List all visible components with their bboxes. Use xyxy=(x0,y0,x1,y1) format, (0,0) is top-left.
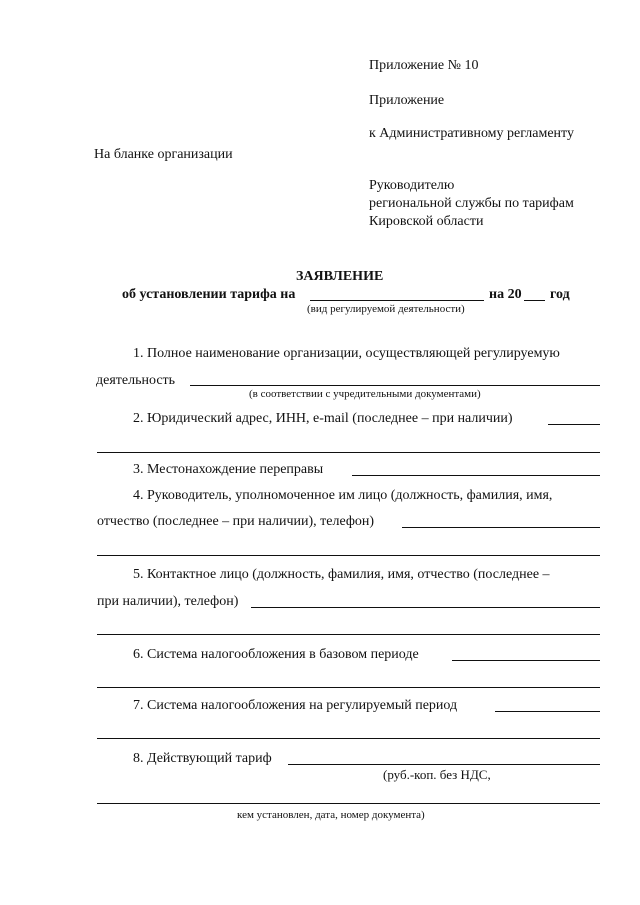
item-7-field-line xyxy=(495,711,600,712)
title-year-suffix: год xyxy=(550,287,570,302)
item-5-field-line xyxy=(251,607,600,608)
item-6-label: 6. Система налогообложения в базовом периоде xyxy=(133,647,419,662)
item-5-field-line-2 xyxy=(97,634,600,635)
item-4-line-2: отчество (последнее – при наличии), телефон) xyxy=(97,514,375,529)
item-8-field-line xyxy=(288,764,600,765)
item-8-hint-1: (руб.-коп. без НДС, xyxy=(383,767,491,782)
item-6-field-line xyxy=(452,660,600,661)
item-5-line-2: при наличии), телефон) xyxy=(97,594,239,609)
item-3-field-line xyxy=(352,475,600,476)
item-1-line-2: деятельность xyxy=(96,373,176,388)
item-4-field-line-2 xyxy=(97,555,600,556)
item-2-field-line-2 xyxy=(97,452,600,453)
item-1-hint: (в соответствии с учредительными документами) xyxy=(249,388,481,400)
item-5-line-1: 5. Контактное лицо (должность, фамилия, имя, отчество (последнее – xyxy=(133,567,550,582)
regulation-ref: к Административному регламенту xyxy=(369,126,574,141)
item-7-field-line-2 xyxy=(97,738,600,739)
letterhead-note: На бланке организации xyxy=(94,147,233,162)
item-7-label: 7. Система налогообложения на регулируемый период xyxy=(133,698,458,713)
item-1-field-line xyxy=(190,385,600,386)
appendix-label: Приложение xyxy=(369,93,445,108)
item-2-label: 2. Юридический адрес, ИНН, e-mail (последнее – при наличии) xyxy=(133,411,513,426)
year-blank-line xyxy=(524,300,545,301)
item-8-label: 8. Действующий тариф xyxy=(133,751,272,766)
item-4-field-line xyxy=(402,527,600,528)
addressee-line-1: Руководителю xyxy=(369,178,455,193)
item-8-hint-2: кем установлен, дата, номер документа) xyxy=(237,809,425,821)
item-6-field-line-2 xyxy=(97,687,600,688)
item-1-line-1: 1. Полное наименование организации, осуществляющей регулируемую xyxy=(133,346,560,361)
activity-hint: (вид регулируемой деятельности) xyxy=(307,303,465,315)
item-3-label: 3. Местонахождение переправы xyxy=(133,462,324,477)
item-2-field-line xyxy=(548,424,600,425)
addressee-line-3: Кировской области xyxy=(369,214,484,229)
document-title: ЗАЯВЛЕНИЕ xyxy=(296,269,384,284)
title-subline-prefix: об установлении тарифа на xyxy=(122,287,296,302)
item-8-field-line-2 xyxy=(97,803,600,804)
addressee-line-2: региональной службы по тарифам xyxy=(369,196,574,211)
activity-blank-line xyxy=(310,300,484,301)
item-4-line-1: 4. Руководитель, уполномоченное им лицо (должность, фамилия, имя, xyxy=(133,488,553,503)
title-year-prefix: на 20 xyxy=(489,287,522,302)
appendix-number: Приложение № 10 xyxy=(369,58,479,73)
